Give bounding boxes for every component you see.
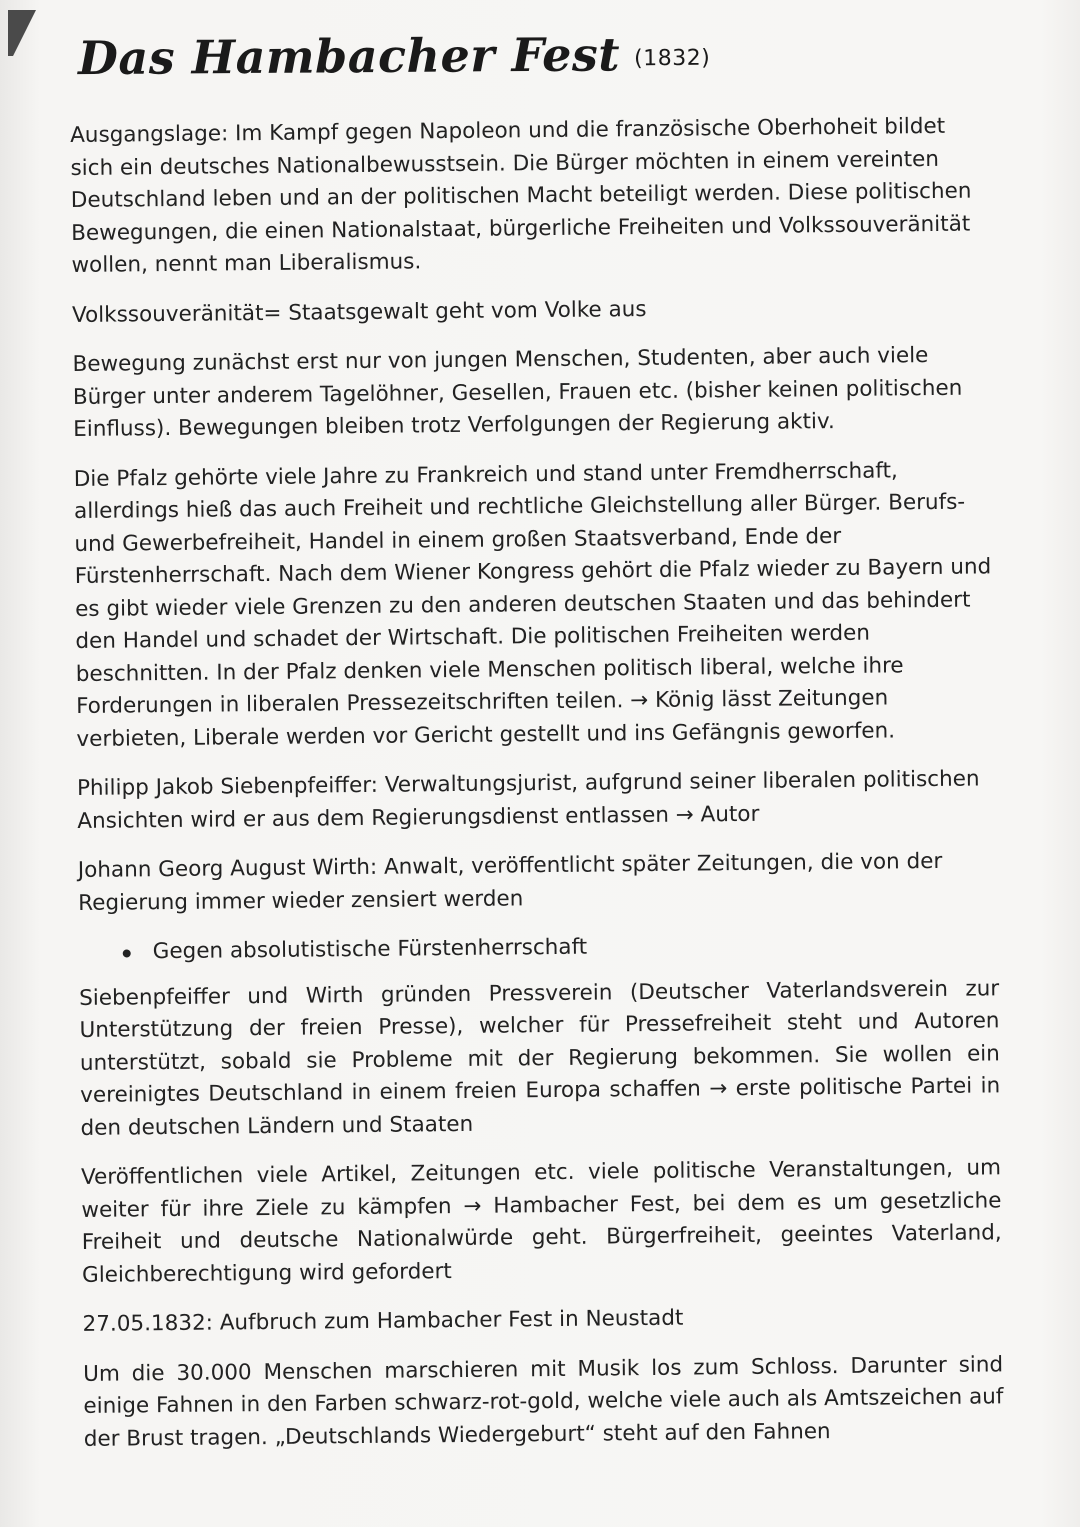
paragraph-ausgangslage: Ausgangslage: Im Kampf gegen Napoleon und die französische Oberhoheit bildet sich ein deutsches Nationalbewusstsein. Die Bürger möchten in einem vereinten Deutschland leben und an der politischen Macht beteiligt werden. Diese politischen Bewegungen, die einen Nationalstaat, bürgerliche Freiheiten und Volkssouveränität wollen, nennt man Liberalismus. bbox=[70, 113, 972, 278]
page-title bbox=[78, 25, 978, 85]
paragraph-marsch: Um die 30.000 Menschen marschieren mit Musik los zum Schloss. Darunter sind einige Fahnen in den Farben schwarz-rot-gold, welche viele auch als Amtszeichen auf der Brust tragen. „Deutschlands Wiedergeburt“ steht auf den Fahnen bbox=[83, 1351, 1004, 1452]
bullet-item bbox=[79, 927, 999, 969]
corner-fold-mark bbox=[8, 10, 36, 56]
title-text: Das Hambacher Fest bbox=[77, 27, 621, 86]
title-year: (1832) bbox=[633, 45, 711, 71]
bullet-dot bbox=[123, 949, 131, 957]
paragraph-pressverein: Siebenpfeiffer und Wirth gründen Pressverein (Deutscher Vaterlandsverein zur Unterstützung der freien Presse), welcher für Pressefreiheit steht und Autoren unterstützt, sobald sie Probleme mit der Regierung bekommen. Sie wollen ein vereinigtes Deutschland in einem freien Europa schaffen → erste politische Partei in den deutschen Ländern und Staaten bbox=[79, 975, 1001, 1141]
paragraph-veroeffentlichen: Veröffentlichen viele Artikel, Zeitungen etc. viele politische Veranstaltungen, um weiter für ihre Ziele zu kämpfen → Hambacher Fest, bei dem es um gesetzliche Freiheit und deutsche Nationalwürde geht. Bürgerfreiheit, geeintes Vaterland, Gleichberechtigung wird gefordert bbox=[80, 1155, 1002, 1288]
paragraph-siebenpfeiffer: Philipp Jakob Siebenpfeiffer: Verwaltungsjurist, aufgrund seiner liberalen politischen Ansichten wird er aus dem Regierungsdienst entlassen → Autor bbox=[76, 766, 980, 834]
paragraph-pfalz: Die Pfalz gehörte viele Jahre zu Frankreich und stand unter Fremdherrschaft, allerdings hieß das auch Freiheit und rechtliche Gleichstellung aller Bürger. Berufs- und Gewerbefreiheit, Handel in einem großen Staatsverband, Ende der Fürstenherrschaft. Nach dem Wiener Kongress gehört die Pfalz wieder zu Bayern und es gibt wieder viele Grenzen zu den anderen deutschen Staaten und das behindert den Handel und schadet der Wirtschaft. Die politischen Freiheiten werden beschnitten. In der Pfalz denken viele Menschen politisch liberal, welche ihre Forderungen in liberalen Pressezeitschriften teilen. → König lässt Zeitungen verbieten, Liberale werden vor Gericht gestellt und ins Gefängnis geworfen. bbox=[73, 457, 992, 752]
paragraph-wirth: Johann Georg August Wirth: Anwalt, veröffentlicht später Zeitungen, die von der Regierung immer wieder zensiert werden bbox=[77, 848, 943, 916]
paragraph-bewegung: Bewegung zunächst erst nur von jungen Menschen, Studenten, aber auch viele Bürger unter anderem Tagelöhner, Gesellen, Frauen etc. (bisher keinen politischen Einfluss). Bewegungen bleiben trotz Verfolgungen der Regierung aktiv. bbox=[72, 343, 963, 442]
paragraph-date: 27.05.1832: Aufbruch zum Hambacher Fest in Neustadt bbox=[82, 1305, 684, 1337]
bullet-text: Gegen absolutistische Fürstenherrschaft bbox=[152, 934, 588, 965]
document-body bbox=[70, 110, 1004, 1473]
paragraph-volkssouveraenitaet: Volkssouveränität= Staatsgewalt geht vom Volke aus bbox=[71, 296, 647, 328]
